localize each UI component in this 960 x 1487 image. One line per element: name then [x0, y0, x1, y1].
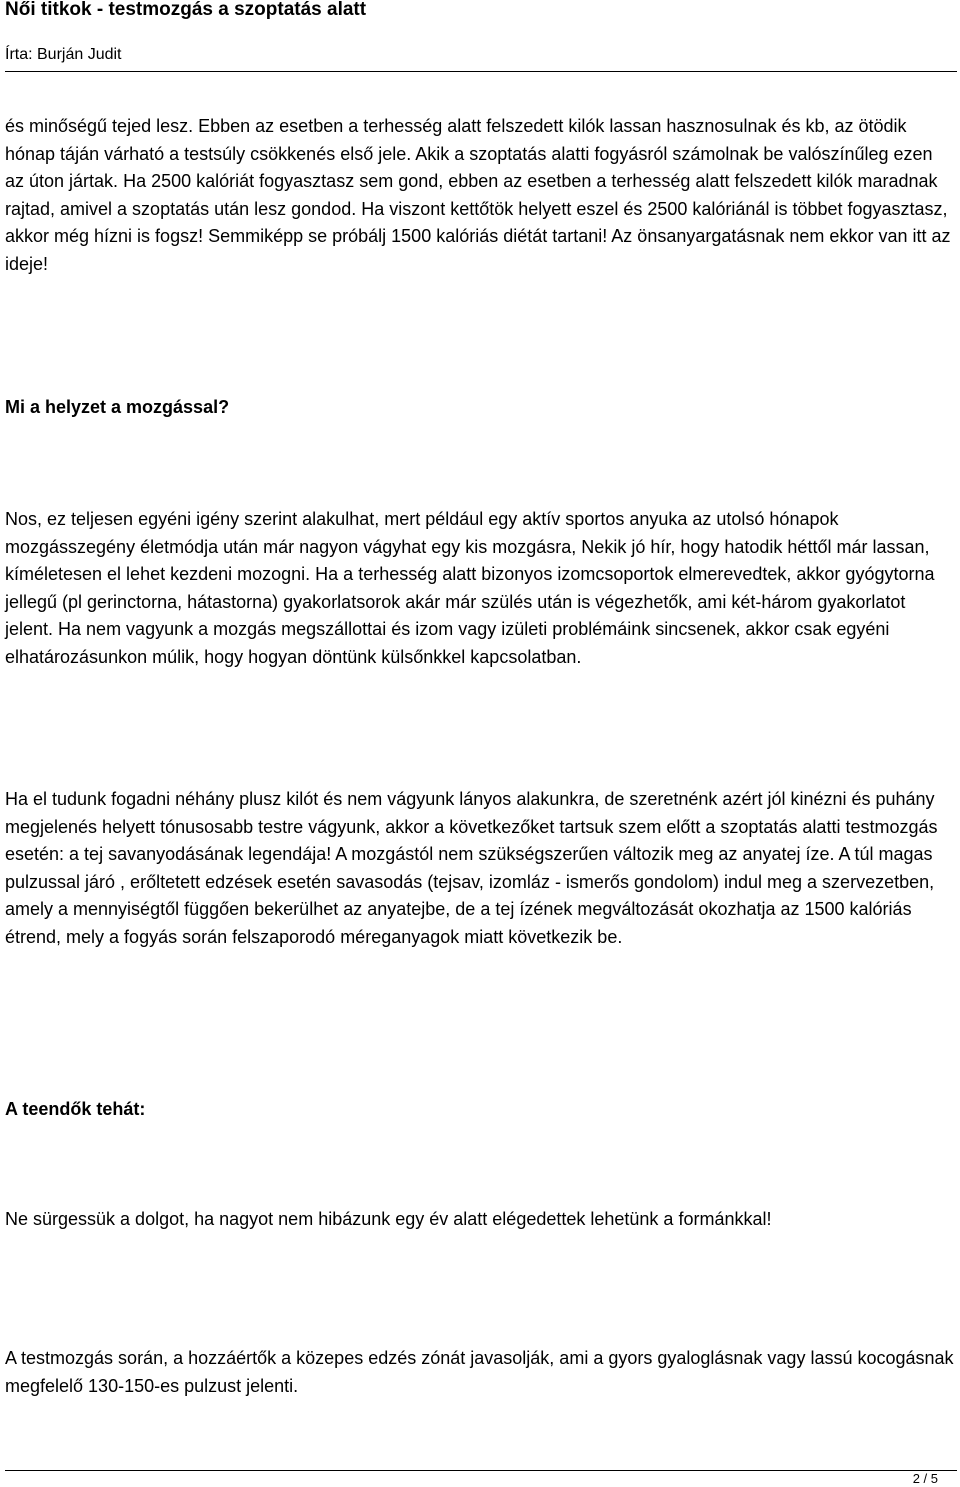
- body-paragraph-2: Nos, ez teljesen egyéni igény szerint alakulhat, mert például egy aktív sportos anyuka az utolsó hónapok mozgásszegény életmódja után már nagyon vágyhat egy kis mozgásra, Nekik jó hír, hogy hatodik héttől már lassan, kíméletesen el lehet kezdeni mozogni. Ha a terhesség alatt bizonyos izomcsoportok elmerevedtek, akkor gyógytorna jellegű (pl gerinctorna, hátastorna) gyakorlatsorok akár már szülés után is végezhetők, ami két-három gyakorlatot jelent. Ha nem vagyunk a mozgás megszállottai és izom vagy izületi problémáink sincsenek, akkor csak egyéni elhatározásunkon múlik, hogy hogyan döntünk külsőnkkel kapcsolatban.: [5, 509, 935, 667]
- section-heading-todo: A teendők tehát:: [5, 1099, 146, 1119]
- page-header: [5, 0, 957, 63]
- page-number: 2 / 5: [912, 1471, 938, 1486]
- document-title: Női titkok - testmozgás a szoptatás alatt: [5, 0, 367, 20]
- section-heading-movement: Mi a helyzet a mozgással?: [5, 397, 230, 417]
- body-paragraph-3: Ha el tudunk fogadni néhány plusz kilót és nem vágyunk lányos alakunkra, de szeretnénk azért jól kinézni és puhány megjelenés helyett tónusosabb testre vágyunk, akkor a következőket tartsuk szem előtt a szoptatás alatti testmozgás esetén: a tej savanyodásának legendája! A mozgástól nem szükségszerűen változik meg az anyatej íze. A túl magas pulzussal járó , erőltetett edzések esetén savasodás (tejsav, izomláz - ismerős gondolom) indul meg a szervezetben, amely a mennyiségtől függően bekerülhet az anyatejbe, de a tej ízének megváltozását okozhatja az 1500 kalóriás étrend, mely a fogyás során felszaporodó méreganyagok miatt következik be.: [5, 789, 938, 947]
- body-paragraph-4: Ne sürgessük a dolgot, ha nagyot nem hibázunk egy év alatt elégedettek lehetünk a formánkkal!: [5, 1209, 772, 1229]
- header-divider: [5, 71, 957, 72]
- document-author: Írta: Burján Judit: [5, 46, 122, 63]
- footer-divider: [5, 1470, 957, 1471]
- body-paragraph-5: A testmozgás során, a hozzáértők a közepes edzés zónát javasolják, ami a gyors gyaloglásnak vagy lassú kocogásnak megfelelő 130-150-es pulzust jelenti.: [5, 1348, 954, 1396]
- body-paragraph-1: és minőségű tejed lesz. Ebben az esetben a terhesség alatt felszedett kilók lassan hasznosulnak és kb, az ötödik hónap táján várható a testsúly csökkenés első jele. Akik a szoptatás alatti fogyásról számolnak be valószínűleg ezen az úton jártak. Ha 2500 kalóriát fogyasztasz sem gond, ebben az esetben a terhesség alatt felszedett kilók maradnak rajtad, amivel a szoptatás után lesz gondod. Ha viszont kettőtök helyett eszel és 2500 kalóriánál is többet fogyasztasz, akkor még hízni is fogsz! Semmiképp se próbálj 1500 kalóriás diétát tartani! Az önsanyargatásnak nem ekkor van itt az ideje!: [5, 116, 951, 274]
